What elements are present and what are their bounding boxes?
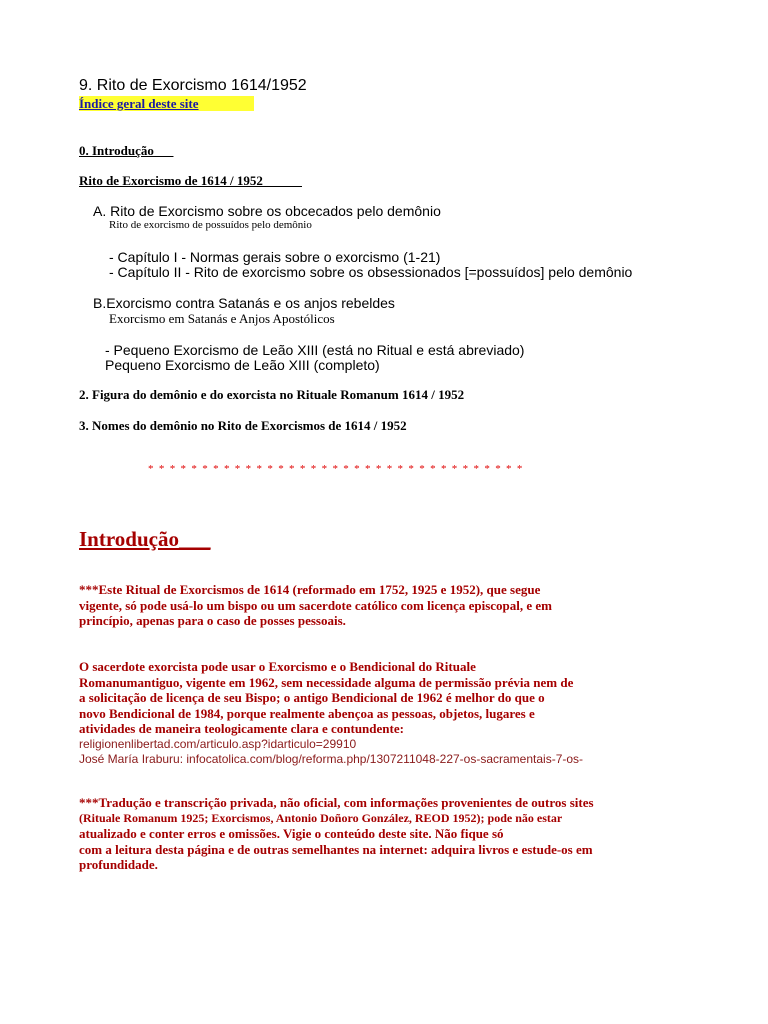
toc-item-3-link[interactable]: 3. Nomes do demônio no Rito de Exorcismos de 1614 / 1952 (79, 418, 407, 433)
intro-paragraph-3 (79, 795, 594, 873)
paragraph-line: ***Tradução e transcrição privada, não oficial, com informações provenientes de outros sites (79, 795, 594, 810)
toc-section-b-subtitle: Exorcismo em Satanás e Anjos Apostólicos (109, 311, 335, 326)
toc-rite-link[interactable]: Rito de Exorcismo de 1614 / 1952______ (79, 173, 302, 188)
paragraph-line: ***Este Ritual de Exorcismos de 1614 (reformado em 1752, 1925 e 1952), que segue (79, 582, 541, 597)
toc-leo-full-link[interactable]: Pequeno Exorcismo de Leão XIII (completo) (105, 357, 380, 373)
toc-section-a: A. Rito de Exorcismo sobre os obcecados pelo demônio (93, 203, 441, 219)
toc-section-a-subtitle: Rito de exorcismo de possuídos pelo demônio (109, 219, 312, 231)
paragraph-line: atividades de maneira teologicamente clara e contundente: (79, 721, 404, 736)
toc-leo-small-link[interactable]: - Pequeno Exorcismo de Leão XIII (está no Ritual e está abreviado) (105, 342, 525, 358)
intro-heading: Introdução___ (79, 527, 211, 551)
toc-intro-link[interactable]: 0. Introdução___ (79, 143, 174, 158)
intro-paragraph-2 (79, 659, 583, 768)
paragraph-line: profundidade. (79, 857, 158, 872)
document-title: 9. Rito de Exorcismo 1614/1952 (79, 77, 307, 94)
religionenlibertad-link[interactable]: religionenlibertad.com/articulo.asp?idarticulo=29910 (79, 736, 357, 751)
paragraph-line: O sacerdote exorcista pode usar o Exorcismo e o Bendicional do Rituale (79, 659, 476, 674)
separator-asterisks: * * * * * * * * * * * * * * * * * * * * * * * * * * * * * * * * * * * (148, 463, 524, 475)
toc-chapter-2-link[interactable]: - Capítulo II - Rito de exorcismo sobre os obsessionados [=possuídos] pelo demônio (109, 264, 633, 280)
infocatolica-link[interactable]: José María Iraburu: infocatolica.com/blog/reforma.php/1307211048-227-os-sacramentais-7-os- (79, 752, 584, 766)
toc-section-b: B.Exorcismo contra Satanás e os anjos rebeldes (93, 295, 395, 311)
toc-item-2-link[interactable]: 2. Figura do demônio e do exorcista no Rituale Romanum 1614 / 1952 (79, 387, 465, 402)
paragraph-line: vigente, só pode usá-lo um bispo ou um sacerdote católico com licença episcopal, e em (79, 597, 553, 613)
paragraph-line: atualizado e conter erros e omissões. Vigie o conteúdo deste site. Não fique só (79, 826, 504, 841)
index-link[interactable]: Índice geral deste site (79, 96, 254, 111)
toc-chapter-1-link[interactable]: - Capítulo I - Normas gerais sobre o exorcismo (1-21) (109, 249, 441, 265)
paragraph-line: novo Bendicional de 1984, porque realmente abençoa as pessoas, objetos, lugares e (79, 705, 535, 721)
paragraph-line: princípio, apenas para o caso de posses pessoais. (79, 613, 346, 628)
paragraph-line: com a leitura desta página e de outras semelhantes na internet: adquira livros e estude-os em (79, 841, 593, 857)
paragraph-line: a solicitação de licença de seu Bispo; o antigo Bendicional de 1962 é melhor do que o (79, 690, 545, 705)
paragraph-line: (Rituale Romanum 1925; Exorcismos, Antonio Doñoro González, REOD 1952); pode não estar (79, 810, 563, 825)
paragraph-line: Romanumantiguo, vigente em 1962, sem necessidade alguma de permissão prévia nem de (79, 674, 574, 690)
intro-paragraph-1 (79, 582, 552, 629)
